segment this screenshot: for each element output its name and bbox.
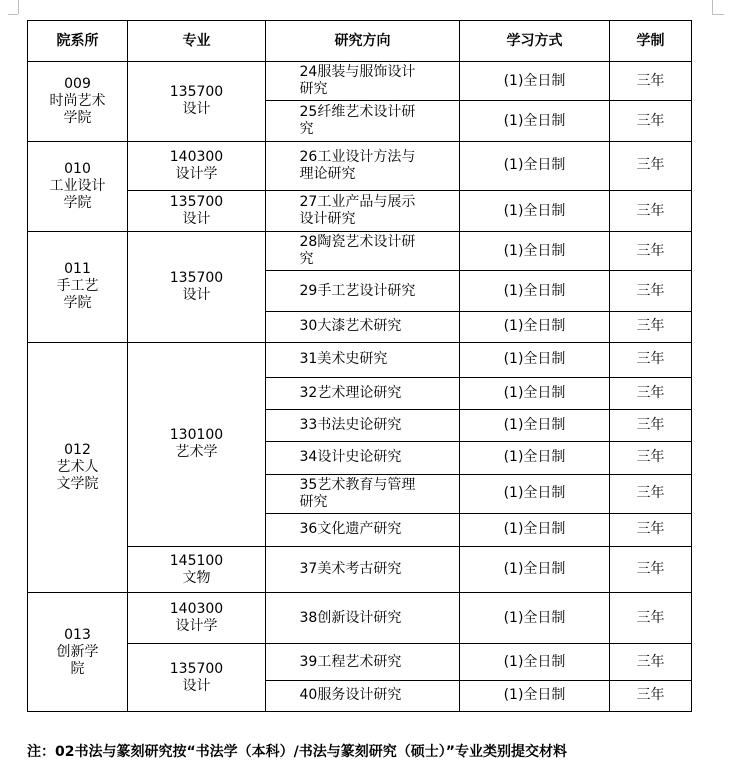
direction-text: 32艺术理论研究 xyxy=(299,385,402,402)
direction-text: 34设计史论研究 xyxy=(299,449,402,466)
department-cell xyxy=(28,232,128,343)
duration-cell: 三年 xyxy=(610,680,692,711)
duration-cell: 三年 xyxy=(610,442,692,474)
department-name: 时尚艺术学院 xyxy=(49,92,106,126)
duration-cell: 三年 xyxy=(610,62,692,101)
direction-text: 36文化遗产研究 xyxy=(299,521,402,538)
major-name: 艺术学 xyxy=(175,444,218,461)
department-cell xyxy=(28,342,128,592)
header-department: 院系所 xyxy=(28,21,128,62)
direction-text: 37美术考古研究 xyxy=(299,561,402,578)
major-name: 设计学 xyxy=(175,165,218,182)
department-cell xyxy=(28,593,128,712)
header-major: 专业 xyxy=(128,21,266,62)
major-cell xyxy=(128,546,266,592)
table-row xyxy=(28,342,692,377)
page-corner-mark-left-h xyxy=(8,14,18,15)
direction-text: 24服装与服饰设计研究 xyxy=(299,64,416,98)
department-name: 艺术人文学院 xyxy=(56,458,99,492)
major-cell xyxy=(128,190,266,231)
header-row xyxy=(28,21,692,62)
table-row xyxy=(28,644,692,680)
duration-cell: 三年 xyxy=(610,342,692,377)
table-row xyxy=(28,232,692,271)
duration-cell: 三年 xyxy=(610,644,692,680)
mode-cell: (1)全日制 xyxy=(460,62,610,101)
department-code: 012 xyxy=(64,441,91,458)
direction-cell xyxy=(266,271,460,311)
mode-cell: (1)全日制 xyxy=(460,546,610,592)
mode-cell: (1)全日制 xyxy=(460,378,610,410)
direction-cell xyxy=(266,546,460,592)
major-code: 135700 xyxy=(169,84,224,101)
mode-cell: (1)全日制 xyxy=(460,271,610,311)
mode-cell: (1)全日制 xyxy=(460,190,610,231)
direction-cell xyxy=(266,342,460,377)
direction-cell xyxy=(266,680,460,711)
duration-cell: 三年 xyxy=(610,410,692,442)
department-code: 011 xyxy=(64,261,91,278)
duration-cell: 三年 xyxy=(610,190,692,231)
department-code: 013 xyxy=(64,626,91,643)
direction-cell xyxy=(266,311,460,342)
page-corner-mark-right xyxy=(712,0,713,14)
header-mode: 学习方式 xyxy=(460,21,610,62)
direction-cell xyxy=(266,644,460,680)
major-cell xyxy=(128,342,266,546)
direction-cell xyxy=(266,442,460,474)
department-name: 创新学院 xyxy=(56,643,99,677)
direction-text: 27工业产品与展示设计研究 xyxy=(299,194,416,228)
major-code: 135700 xyxy=(169,269,224,286)
duration-cell: 三年 xyxy=(610,593,692,644)
department-name: 工业设计学院 xyxy=(49,177,106,211)
department-code: 009 xyxy=(64,75,91,92)
header-duration: 学制 xyxy=(610,21,692,62)
direction-text: 40服务设计研究 xyxy=(299,687,402,704)
mode-cell: (1)全日制 xyxy=(460,141,610,190)
direction-cell xyxy=(266,101,460,141)
mode-cell: (1)全日制 xyxy=(460,101,610,141)
mode-cell: (1)全日制 xyxy=(460,410,610,442)
direction-text: 28陶瓷艺术设计研究 xyxy=(299,234,416,268)
duration-cell: 三年 xyxy=(610,271,692,311)
direction-text: 38创新设计研究 xyxy=(299,609,402,626)
direction-text: 33书法史论研究 xyxy=(299,417,402,434)
department-cell xyxy=(28,141,128,232)
table-row xyxy=(28,141,692,190)
duration-cell: 三年 xyxy=(610,311,692,342)
major-cell xyxy=(128,644,266,712)
major-cell xyxy=(128,593,266,644)
direction-cell xyxy=(266,141,460,190)
direction-cell xyxy=(266,190,460,231)
mode-cell: (1)全日制 xyxy=(460,342,610,377)
major-code: 145100 xyxy=(169,552,224,569)
direction-cell xyxy=(266,378,460,410)
major-name: 设计学 xyxy=(175,618,218,635)
direction-cell xyxy=(266,62,460,101)
duration-cell: 三年 xyxy=(610,378,692,410)
major-cell xyxy=(128,141,266,190)
program-table xyxy=(27,20,692,712)
major-name: 设计 xyxy=(182,677,211,694)
table-row xyxy=(28,593,692,644)
mode-cell: (1)全日制 xyxy=(460,442,610,474)
duration-cell: 三年 xyxy=(610,474,692,513)
major-name: 设计 xyxy=(182,286,211,303)
direction-cell xyxy=(266,593,460,644)
duration-cell: 三年 xyxy=(610,101,692,141)
page-corner-mark-right-h xyxy=(712,14,724,15)
direction-text: 25纤维艺术设计研究 xyxy=(299,104,416,138)
mode-cell: (1)全日制 xyxy=(460,232,610,271)
major-code: 140300 xyxy=(169,601,224,618)
major-cell xyxy=(128,232,266,343)
major-code: 130100 xyxy=(169,427,224,444)
mode-cell: (1)全日制 xyxy=(460,474,610,513)
department-cell xyxy=(28,62,128,141)
table-row xyxy=(28,190,692,231)
mode-cell: (1)全日制 xyxy=(460,680,610,711)
major-code: 140300 xyxy=(169,148,224,165)
mode-cell: (1)全日制 xyxy=(460,513,610,546)
major-name: 设计 xyxy=(182,211,211,228)
major-name: 设计 xyxy=(182,101,211,118)
direction-text: 39工程艺术研究 xyxy=(299,653,402,670)
major-code: 135700 xyxy=(169,660,224,677)
department-code: 010 xyxy=(64,160,91,177)
direction-text: 35艺术教育与管理研究 xyxy=(299,476,416,510)
mode-cell: (1)全日制 xyxy=(460,311,610,342)
table-row xyxy=(28,62,692,101)
mode-cell: (1)全日制 xyxy=(460,593,610,644)
direction-cell xyxy=(266,410,460,442)
header-direction: 研究方向 xyxy=(266,21,460,62)
major-code: 135700 xyxy=(169,194,224,211)
direction-text: 26工业设计方法与理论研究 xyxy=(299,148,416,182)
department-name: 手工艺学院 xyxy=(56,278,99,312)
page-corner-mark-left xyxy=(18,0,19,14)
direction-text: 29手工艺设计研究 xyxy=(299,282,416,299)
direction-cell xyxy=(266,513,460,546)
duration-cell: 三年 xyxy=(610,546,692,592)
duration-cell: 三年 xyxy=(610,513,692,546)
direction-text: 31美术史研究 xyxy=(299,351,388,368)
mode-cell: (1)全日制 xyxy=(460,644,610,680)
direction-cell xyxy=(266,232,460,271)
table-row xyxy=(28,546,692,592)
major-cell xyxy=(128,62,266,141)
direction-text: 30大漆艺术研究 xyxy=(299,318,402,335)
direction-cell xyxy=(266,474,460,513)
duration-cell: 三年 xyxy=(610,141,692,190)
footnote: 注：02书法与篆刻研究按“书法学（本科）/书法与篆刻研究（硕士）”专业类别提交材料 xyxy=(27,744,567,760)
major-name: 文物 xyxy=(182,569,211,586)
duration-cell: 三年 xyxy=(610,232,692,271)
